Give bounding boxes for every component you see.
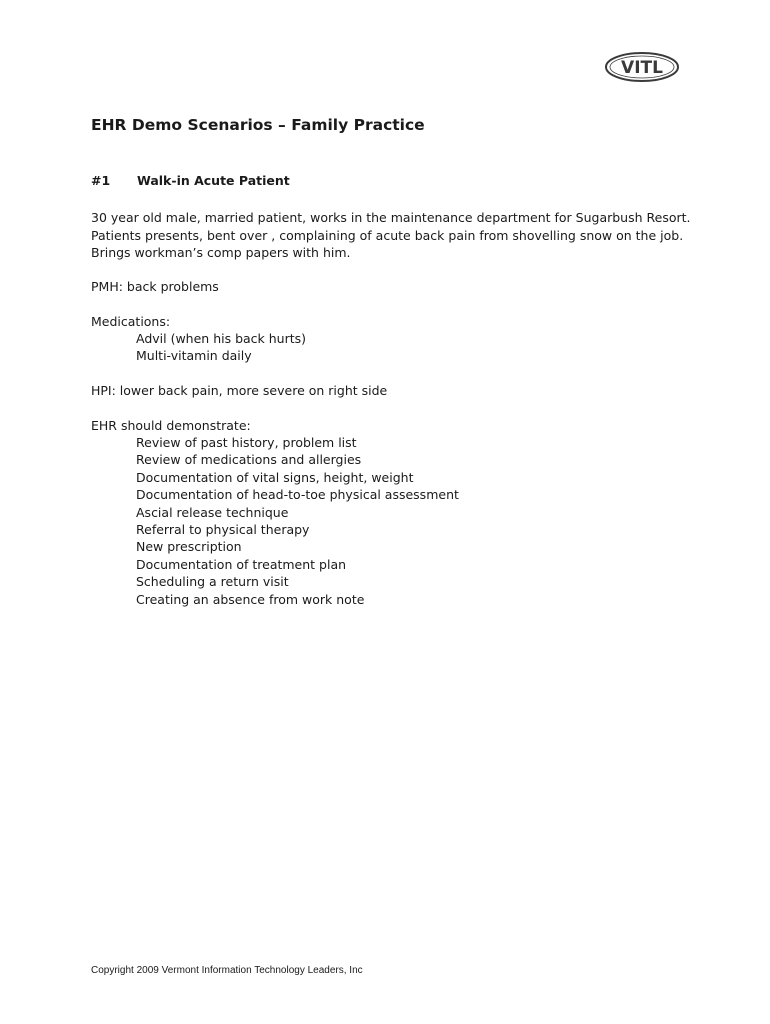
document-title: EHR Demo Scenarios – Family Practice xyxy=(91,116,425,134)
vitl-logo-mark xyxy=(604,50,680,84)
list-item: Documentation of head-to-toe physical assessment xyxy=(136,487,459,503)
pmh-line: PMH: back problems xyxy=(91,279,219,294)
list-item: Scheduling a return visit xyxy=(136,574,289,590)
list-item: Creating an absence from work note xyxy=(136,591,365,607)
scenario-number: #1 xyxy=(91,173,111,188)
vitl-logo-text: VITL xyxy=(621,58,663,78)
list-item: Review of medications and allergies xyxy=(136,452,362,468)
medications-list xyxy=(136,330,306,365)
list-item: Advil (when his back hurts) xyxy=(136,331,307,346)
ehr-demonstrate-list xyxy=(136,434,459,608)
medications-label: Medications: xyxy=(91,314,171,329)
list-item: New prescription xyxy=(136,539,242,555)
scenario-heading xyxy=(91,173,290,188)
scenario-description: 30 year old male, married patient, works in the maintenance department for Sugarbush Resort. Patients presents, bent over , complaining of acute back pain from shovelling snow on the job. Brings workman’s comp papers with him. xyxy=(91,210,691,260)
list-item: Documentation of treatment plan xyxy=(136,556,347,572)
copyright-footer: Copyright 2009 Vermont Information Technology Leaders, Inc xyxy=(91,965,363,976)
list-item: Ascial release technique xyxy=(136,504,289,520)
list-item: Referral to physical therapy xyxy=(136,522,310,538)
scenario-title: Walk-in Acute Patient xyxy=(137,173,290,188)
ehr-demonstrate-label: EHR should demonstrate: xyxy=(91,418,251,433)
list-item: Documentation of vital signs, height, weight xyxy=(136,469,414,485)
list-item: Review of past history, problem list xyxy=(136,435,357,450)
hpi-line: HPI: lower back pain, more severe on right side xyxy=(91,383,388,398)
list-item: Multi-vitamin daily xyxy=(136,348,252,364)
vitl-logo xyxy=(604,50,680,84)
